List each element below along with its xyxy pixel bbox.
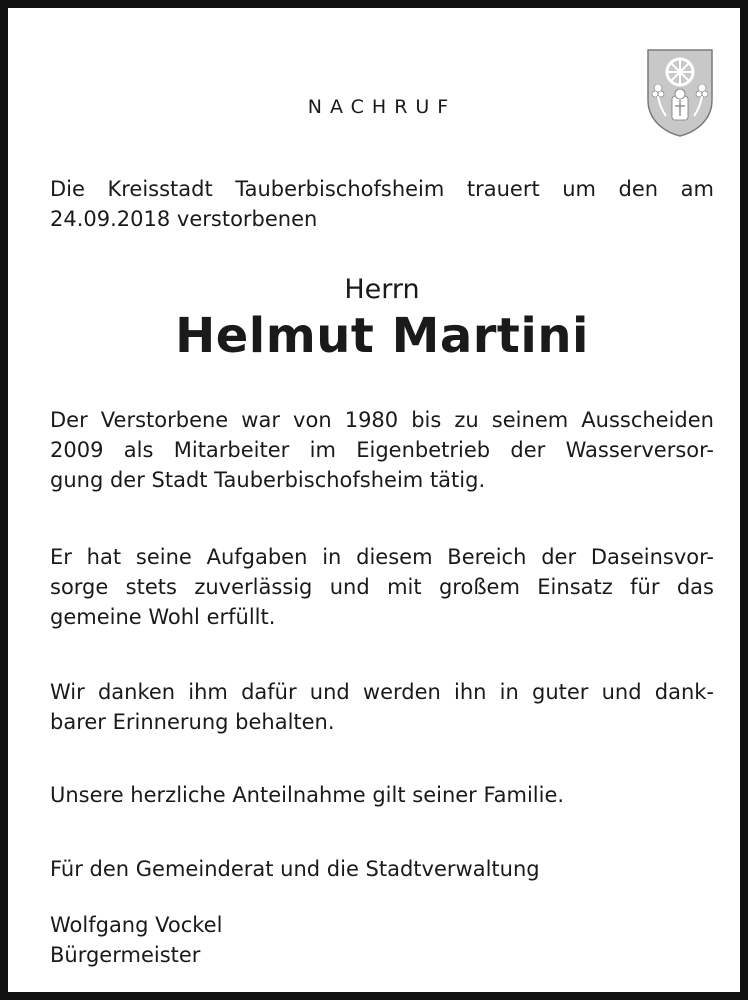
notice-content	[50, 8, 714, 1008]
paragraph-line: gemeine Wohl erfüllt.	[50, 605, 276, 629]
paragraph-line: Er hat seine Aufgaben in diesem Bereich der Daseinsvor-	[50, 545, 714, 569]
signatory-title: Bürgermeister	[50, 943, 201, 967]
coat-of-arms-icon	[644, 48, 716, 138]
signature-block	[50, 910, 714, 970]
paragraph-career	[50, 405, 714, 495]
paragraph-line: gung der Stadt Tauberbischofsheim tätig.	[50, 468, 486, 492]
paragraph-line: sorge stets zuverlässig und mit großem Einsatz für das	[50, 575, 714, 599]
paragraph-tribute	[50, 542, 714, 632]
paragraph-line: Der Verstorbene war von 1980 bis zu seinem Ausscheiden	[50, 408, 714, 432]
paragraph-line: Unsere herzliche Anteilnahme gilt seiner Familie.	[50, 783, 565, 807]
paragraph-condolence	[50, 780, 714, 810]
paragraph-line: barer Erinnerung behalten.	[50, 710, 335, 734]
intro-text	[50, 174, 714, 234]
paragraph-line: Wir danken ihm dafür und werden ihn in guter und dank-	[50, 680, 714, 704]
paragraph-line: 2009 als Mitarbeiter im Eigenbetrieb der Wasserversor-	[50, 438, 714, 462]
salutation: Herrn	[344, 274, 420, 305]
paragraph-thanks	[50, 677, 714, 737]
closing-line: Für den Gemeinderat und die Stadtverwaltung	[50, 857, 540, 881]
deceased-name: Helmut Martini	[175, 308, 589, 364]
intro-line: Die Kreisstadt Tauberbischofsheim trauert um den am	[50, 177, 714, 201]
notice-heading: NACHRUF	[307, 96, 457, 118]
intro-line: 24.09.2018 verstorbenen	[50, 207, 318, 231]
signatory-name: Wolfgang Vockel	[50, 913, 223, 937]
closing-text	[50, 854, 714, 884]
